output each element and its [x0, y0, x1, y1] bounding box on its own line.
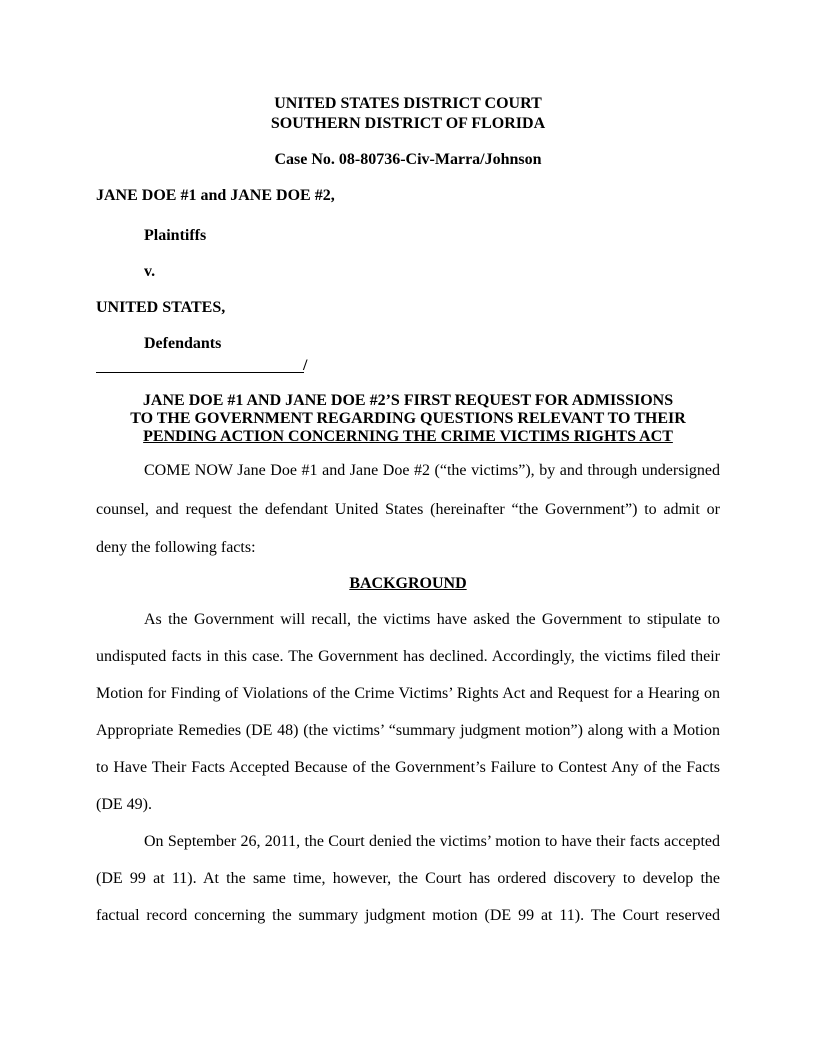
para1-line: Appropriate Remedies (DE 48) (the victims’ “summary judgment motion”) along with a Motion — [96, 722, 720, 739]
para1-line: (DE 49). — [96, 796, 152, 813]
defendants-label: Defendants — [144, 335, 222, 352]
intro-line: COME NOW Jane Doe #1 and Jane Doe #2 (“the victims”), by and through undersigned — [144, 462, 720, 479]
title-line-2: TO THE GOVERNMENT REGARDING QUESTIONS RELEVANT TO THEIR — [130, 410, 686, 427]
plaintiffs-label: Plaintiffs — [144, 227, 207, 244]
case-number: Case No. 08-80736-Civ-Marra/Johnson — [274, 151, 542, 168]
plaintiffs-names: JANE DOE #1 and JANE DOE #2, — [96, 187, 335, 204]
court-name: UNITED STATES DISTRICT COURT — [274, 95, 542, 112]
title-line-3: PENDING ACTION CONCERNING THE CRIME VICTIMS RIGHTS ACT — [143, 428, 673, 445]
caption-slash: / — [303, 357, 308, 374]
para1-line: As the Government will recall, the victims have asked the Government to stipulate to — [144, 611, 720, 628]
para2-line: factual record concerning the summary judgment motion (DE 99 at 11). The Court reserved — [96, 907, 720, 924]
caption-rule — [96, 372, 304, 373]
para1-line: to Have Their Facts Accepted Because of the Government’s Failure to Contest Any of the Facts — [96, 759, 720, 776]
intro-line: counsel, and request the defendant United States (hereinafter “the Government”) to admit or — [96, 501, 720, 518]
title-line-1: JANE DOE #1 AND JANE DOE #2’S FIRST REQUEST FOR ADMISSIONS — [142, 392, 674, 409]
para1-line: undisputed facts in this case. The Government has declined. Accordingly, the victims filed their — [96, 648, 720, 665]
defendant-name: UNITED STATES, — [96, 299, 226, 316]
intro-line: deny the following facts: — [96, 539, 256, 556]
district-name: SOUTHERN DISTRICT OF FLORIDA — [270, 115, 546, 132]
background-heading: BACKGROUND — [349, 575, 467, 592]
versus: v. — [144, 263, 156, 280]
para2-line: (DE 99 at 11). At the same time, however, the Court has ordered discovery to develop the — [96, 870, 720, 887]
para1-line: Motion for Finding of Violations of the Crime Victims’ Rights Act and Request for a Hearing on — [96, 685, 720, 702]
para2-line: On September 26, 2011, the Court denied the victims’ motion to have their facts accepted — [144, 833, 720, 850]
